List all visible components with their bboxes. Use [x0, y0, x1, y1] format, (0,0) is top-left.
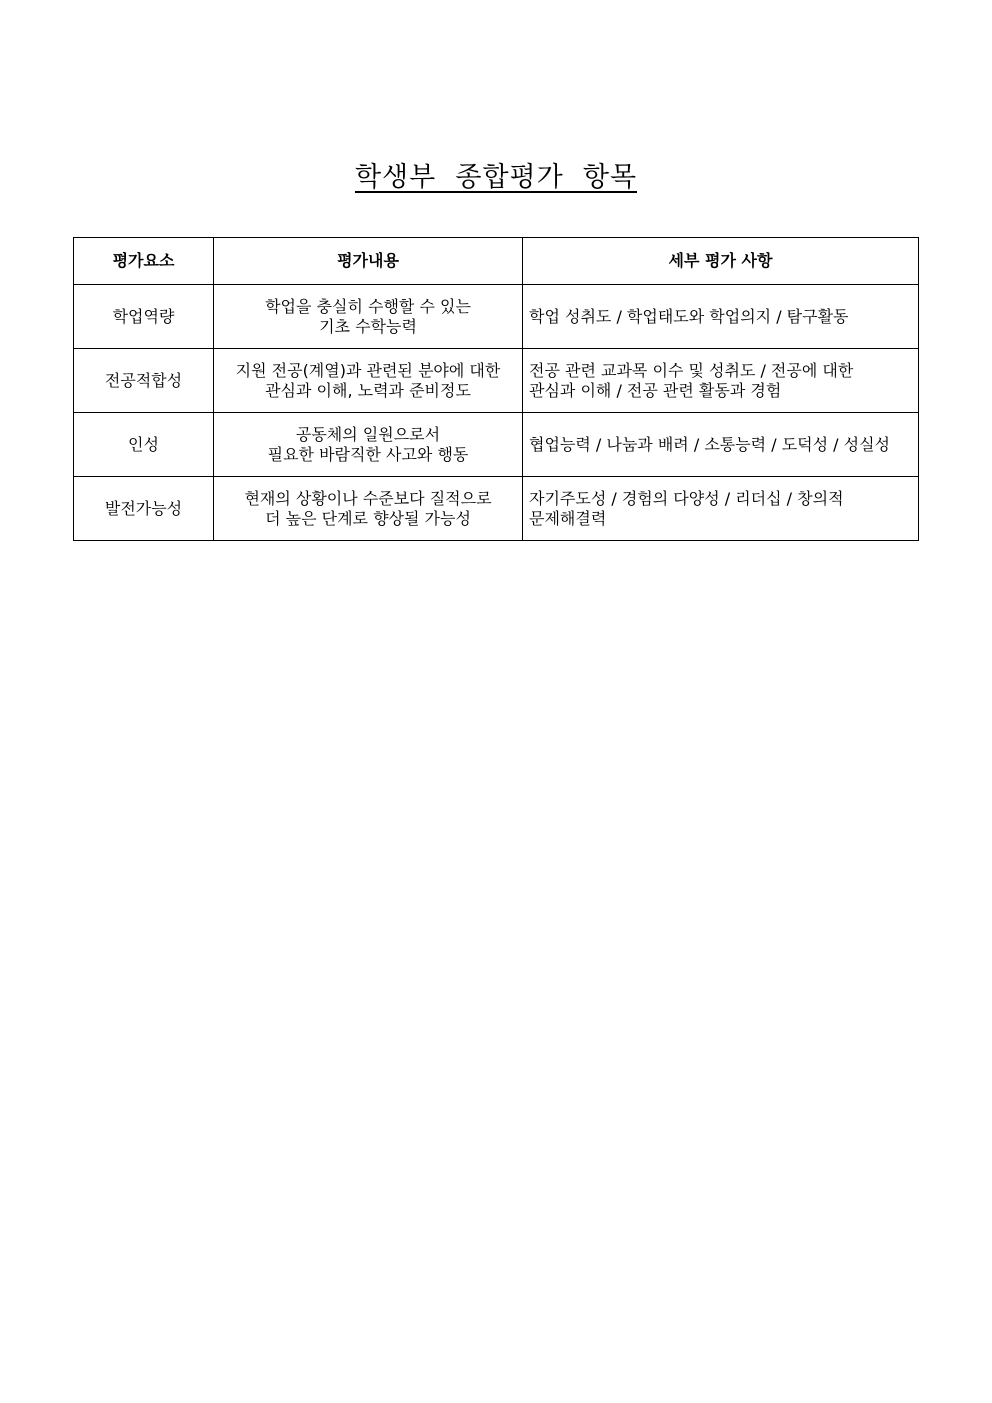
- page-title-text: 학생부 종합평가 항목: [354, 162, 638, 193]
- row-element: 학업역량: [74, 285, 214, 349]
- row-content: 공동체의 일원으로서 필요한 바람직한 사고와 행동: [214, 413, 523, 477]
- row-content: 지원 전공(계열)과 관련된 분야에 대한 관심과 이해, 노력과 준비정도: [214, 349, 523, 413]
- row-details: 협업능력 / 나눔과 배려 / 소통능력 / 도덕성 / 성실성: [523, 413, 919, 477]
- row-details: 자기주도성 / 경험의 다양성 / 리더십 / 창의적 문제해결력: [523, 477, 919, 541]
- evaluation-table: [73, 237, 919, 541]
- header-content: 평가내용: [214, 238, 523, 285]
- header-element: 평가요소: [74, 238, 214, 285]
- row-details: 학업 성취도 / 학업태도와 학업의지 / 탐구활동: [523, 285, 919, 349]
- row-content: 학업을 충실히 수행할 수 있는 기초 수학능력: [214, 285, 523, 349]
- row-element: 발전가능성: [74, 477, 214, 541]
- table-row: [74, 285, 919, 349]
- header-details: 세부 평가 사항: [523, 238, 919, 285]
- row-element: 전공적합성: [74, 349, 214, 413]
- page-title: [0, 160, 992, 196]
- table-row: [74, 413, 919, 477]
- row-element: 인성: [74, 413, 214, 477]
- table-row: [74, 349, 919, 413]
- row-details: 전공 관련 교과목 이수 및 성취도 / 전공에 대한 관심과 이해 / 전공 관련 활동과 경험: [523, 349, 919, 413]
- table-header-row: [74, 238, 919, 285]
- table-row: [74, 477, 919, 541]
- row-content: 현재의 상황이나 수준보다 질적으로 더 높은 단계로 향상될 가능성: [214, 477, 523, 541]
